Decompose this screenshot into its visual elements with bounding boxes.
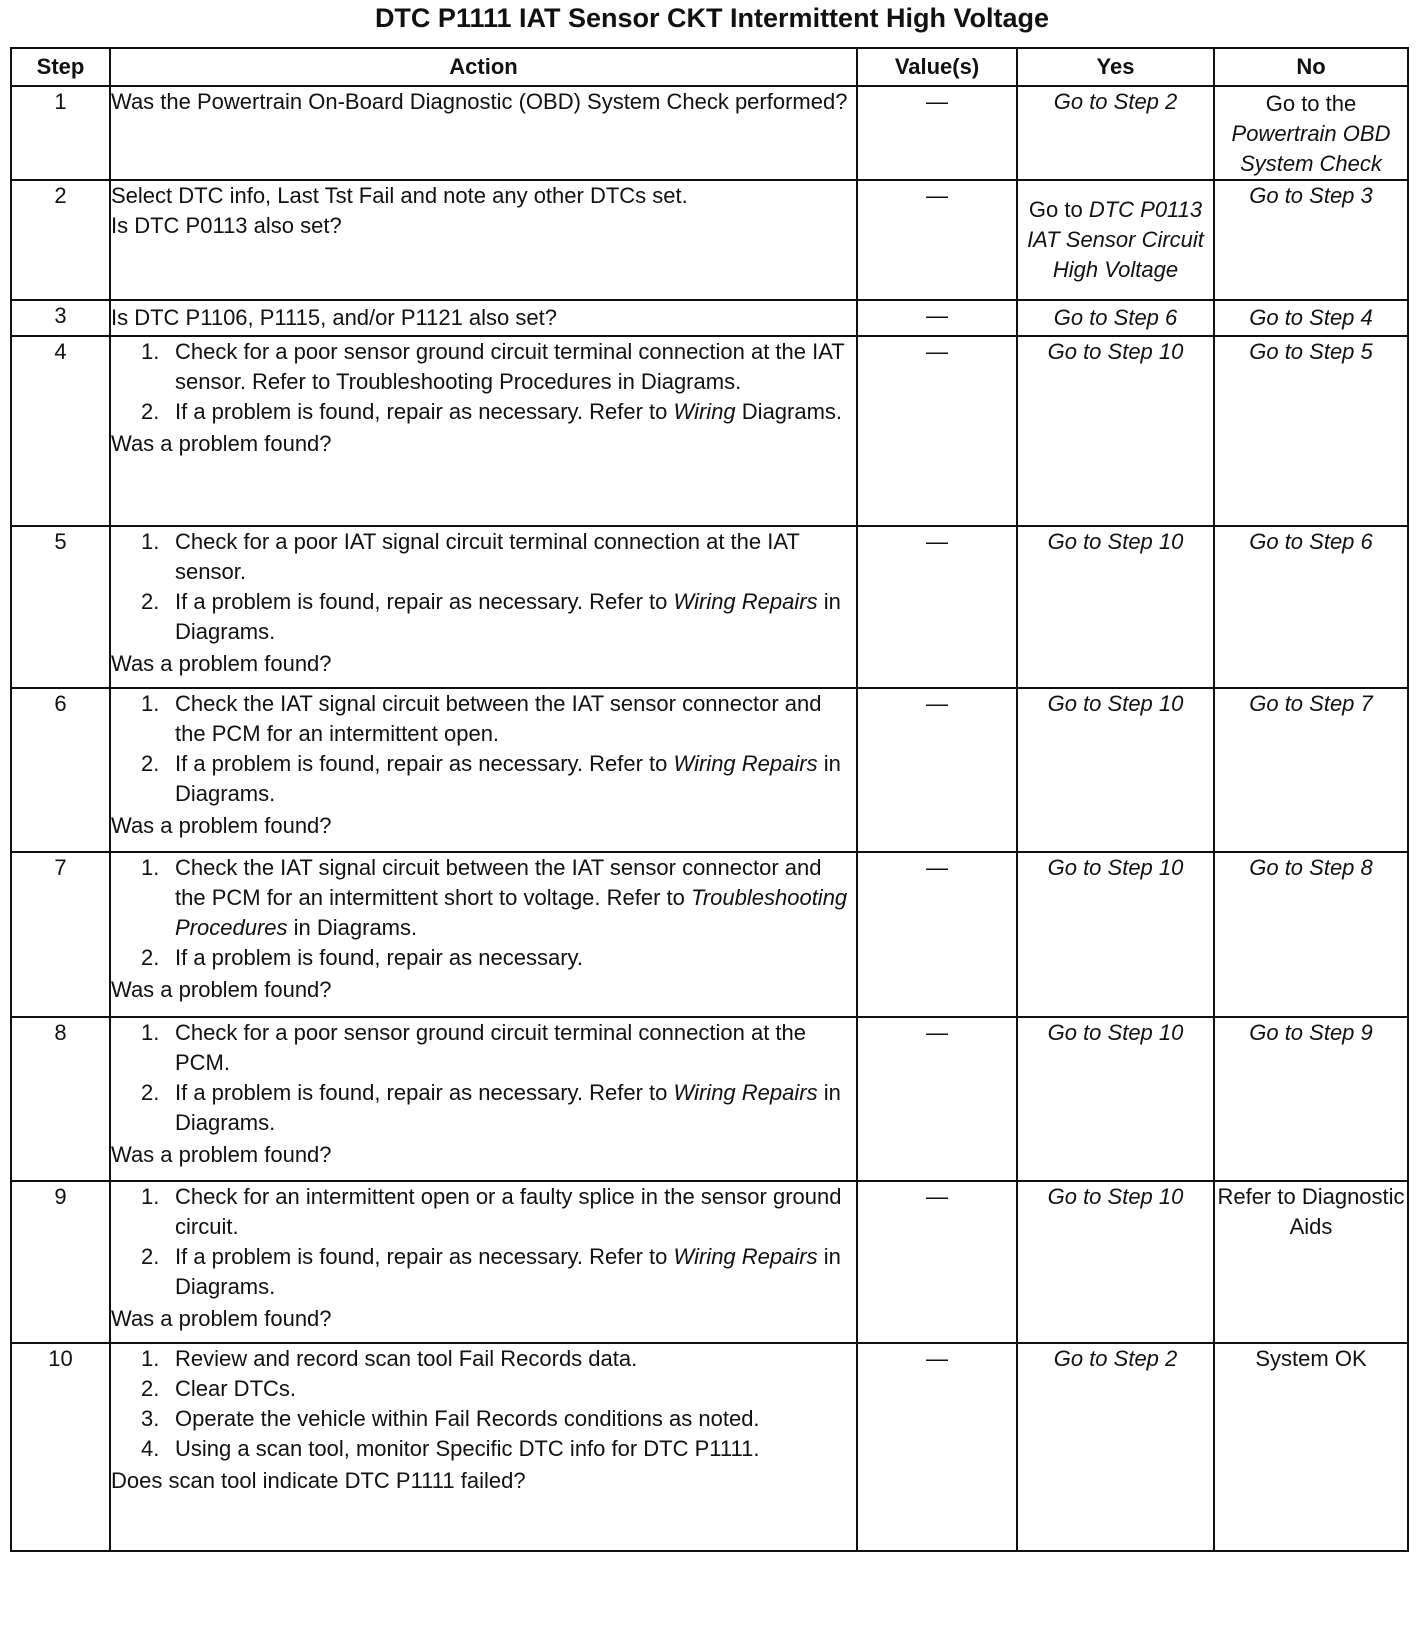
list-item — [111, 1078, 856, 1138]
list-number: 2. — [141, 751, 160, 776]
list-text: Check for a poor IAT signal circuit terminal connection at the IAT sensor. — [175, 529, 800, 584]
page-title: DTC P1111 IAT Sensor CKT Intermittent High Voltage — [374, 3, 1050, 33]
yes-cell — [1017, 86, 1214, 180]
list-text: Check the IAT signal circuit between the IAT sensor connector and the PCM for an intermittent open. — [175, 691, 822, 746]
step-number: 3 — [11, 300, 110, 336]
table-row — [11, 1017, 1408, 1181]
list-item — [111, 527, 856, 587]
table-row — [11, 1343, 1408, 1551]
table-header-row — [11, 48, 1408, 86]
yes-cell — [1017, 300, 1214, 336]
header-step: Step — [11, 48, 110, 86]
yes-cell — [1017, 852, 1214, 1017]
list-number: 1. — [141, 529, 160, 554]
action-cell — [110, 688, 857, 852]
list-text — [175, 1242, 856, 1302]
action-cell — [110, 1181, 857, 1343]
yes-goto-target: DTC P0113 IAT Sensor Circuit High Voltage — [1027, 197, 1204, 282]
yes-goto: Go to Step 10 — [1047, 339, 1184, 364]
list-text: Check for an intermittent open or a faulty splice in the sensor ground circuit. — [175, 1184, 842, 1239]
action-text: Was the Powertrain On-Board Diagnostic (OBD) System Check performed? — [111, 89, 848, 114]
header-yes: Yes — [1017, 48, 1214, 86]
list-item — [111, 397, 856, 427]
no-goto-prefix: Go to the — [1265, 91, 1357, 116]
list-item — [111, 1242, 856, 1302]
list-number: 1. — [141, 339, 160, 364]
yes-goto: Go to Step 2 — [1053, 89, 1178, 114]
list-number: 2. — [141, 945, 160, 970]
yes-goto-prefix: Go to — [1028, 197, 1083, 222]
header-values: Value(s) — [857, 48, 1017, 86]
reference-link: Wiring Repairs — [673, 1244, 818, 1269]
list-text — [175, 587, 856, 647]
value-cell: — — [857, 336, 1017, 526]
no-goto: Go to Step 4 — [1249, 305, 1373, 330]
value-cell: — — [857, 300, 1017, 336]
list-text: If a problem is found, repair as necessary. — [175, 945, 584, 970]
list-text: Review and record scan tool Fail Records data. — [175, 1346, 638, 1371]
no-cell — [1214, 1343, 1408, 1551]
table-row — [11, 1181, 1408, 1343]
list-text: Operate the vehicle within Fail Records conditions as noted. — [175, 1406, 760, 1431]
list-number: 1. — [141, 855, 160, 880]
list-item — [111, 1182, 856, 1242]
action-question: Was a problem found? — [111, 431, 332, 456]
no-goto-target: Powertrain OBD System Check — [1231, 121, 1391, 176]
step-number: 2 — [11, 180, 110, 300]
reference-link: Wiring Repairs — [673, 1080, 818, 1105]
table-row — [11, 180, 1408, 300]
list-text: Clear DTCs. — [175, 1376, 297, 1401]
list-text: Using a scan tool, monitor Specific DTC info for DTC P1111. — [175, 1436, 760, 1461]
no-cell — [1214, 526, 1408, 688]
no-goto: Go to Step 9 — [1249, 1020, 1373, 1045]
step-number: 8 — [11, 1017, 110, 1181]
no-goto: Go to Step 8 — [1249, 855, 1373, 880]
yes-goto: Go to Step 2 — [1053, 1346, 1178, 1371]
list-text-part: If a problem is found, repair as necessary. Refer to — [175, 1244, 668, 1269]
list-text-part: If a problem is found, repair as necessary. Refer to — [175, 399, 668, 424]
list-item — [111, 689, 856, 749]
no-goto: Go to Step 7 — [1249, 691, 1373, 716]
action-question: Was a problem found? — [111, 977, 332, 1002]
list-number: 2. — [141, 1376, 160, 1401]
list-text — [175, 397, 856, 427]
no-cell — [1214, 852, 1408, 1017]
no-cell — [1214, 688, 1408, 852]
yes-cell — [1017, 688, 1214, 852]
action-question: Was a problem found? — [111, 1306, 332, 1331]
action-text: Select DTC info, Last Tst Fail and note any other DTCs set. — [111, 183, 688, 208]
list-item — [111, 1374, 856, 1404]
no-cell — [1214, 336, 1408, 526]
list-number: 4. — [141, 1436, 160, 1461]
list-text: Check for a poor sensor ground circuit terminal connection at the IAT sensor. Refer to Troubleshooting Procedures in Diagrams. — [175, 339, 845, 394]
value-cell: — — [857, 1181, 1017, 1343]
yes-goto: Go to Step 10 — [1047, 529, 1184, 554]
table-row — [11, 688, 1408, 852]
header-action: Action — [110, 48, 857, 86]
reference-link: Wiring Repairs — [673, 751, 818, 776]
reference-link: Wiring Repairs — [673, 589, 818, 614]
diagnostic-table — [10, 47, 1409, 1552]
list-item — [111, 337, 856, 397]
list-text-part: If a problem is found, repair as necessary. Refer to — [175, 589, 668, 614]
yes-goto: Go to Step 6 — [1053, 305, 1178, 330]
value-cell: — — [857, 852, 1017, 1017]
table-row — [11, 852, 1408, 1017]
list-number: 1. — [141, 1346, 160, 1371]
no-goto: Go to Step 3 — [1249, 183, 1373, 208]
no-cell — [1214, 1181, 1408, 1343]
list-number: 2. — [141, 1244, 160, 1269]
list-text — [175, 853, 856, 943]
no-cell — [1214, 300, 1408, 336]
action-question: Was a problem found? — [111, 1142, 332, 1167]
action-cell — [110, 336, 857, 526]
list-text-part: in Diagrams. — [293, 915, 418, 940]
list-item — [111, 1344, 856, 1374]
list-number: 1. — [141, 1184, 160, 1209]
list-item — [111, 943, 856, 973]
yes-cell — [1017, 1181, 1214, 1343]
list-text — [175, 1078, 856, 1138]
yes-goto: Go to Step 10 — [1047, 1020, 1184, 1045]
list-number: 2. — [141, 399, 160, 424]
list-text-part: in Diagrams. — [175, 1080, 841, 1135]
list-item — [111, 1018, 856, 1078]
no-goto: Go to Step 6 — [1249, 529, 1373, 554]
list-number: 2. — [141, 589, 160, 614]
reference-link: Wiring — [673, 399, 736, 424]
step-number: 1 — [11, 86, 110, 180]
yes-cell — [1017, 1017, 1214, 1181]
action-question: Was a problem found? — [111, 813, 332, 838]
action-cell — [110, 180, 857, 300]
list-number: 2. — [141, 1080, 160, 1105]
list-item — [111, 1434, 856, 1464]
action-question: Does scan tool indicate DTC P1111 failed? — [111, 1468, 526, 1493]
list-item — [111, 1404, 856, 1434]
action-cell — [110, 1017, 857, 1181]
no-goto: Refer to Diagnostic Aids — [1217, 1184, 1405, 1239]
value-cell: — — [857, 526, 1017, 688]
action-cell — [110, 526, 857, 688]
list-text-part: Diagrams. — [741, 399, 843, 424]
action-cell — [110, 1343, 857, 1551]
list-number: 3. — [141, 1406, 160, 1431]
yes-cell — [1017, 180, 1214, 300]
list-text-part: Check the IAT signal circuit between the IAT sensor connector and the PCM for an intermittent short to voltage. Refer to — [175, 855, 822, 910]
list-text-part: in Diagrams. — [175, 1244, 841, 1299]
value-cell: — — [857, 1017, 1017, 1181]
step-number: 5 — [11, 526, 110, 688]
step-number: 6 — [11, 688, 110, 852]
list-text-part: in Diagrams. — [175, 589, 841, 644]
action-text: Is DTC P1106, P1115, and/or P1121 also set? — [111, 305, 557, 330]
action-cell — [110, 852, 857, 1017]
list-item — [111, 853, 856, 943]
list-item — [111, 587, 856, 647]
list-text-part: If a problem is found, repair as necessary. Refer to — [175, 751, 668, 776]
no-cell — [1214, 180, 1408, 300]
value-cell: — — [857, 86, 1017, 180]
action-question: Is DTC P0113 also set? — [111, 213, 342, 238]
list-text — [175, 749, 856, 809]
list-text-part: If a problem is found, repair as necessary. Refer to — [175, 1080, 668, 1105]
yes-cell — [1017, 336, 1214, 526]
no-goto: System OK — [1255, 1346, 1367, 1371]
table-row — [11, 526, 1408, 688]
list-number: 1. — [141, 1020, 160, 1045]
yes-goto: Go to Step 10 — [1047, 855, 1184, 880]
step-number: 7 — [11, 852, 110, 1017]
table-row — [11, 300, 1408, 336]
list-text-part: in Diagrams. — [175, 751, 841, 806]
yes-cell — [1017, 1343, 1214, 1551]
action-question: Was a problem found? — [111, 651, 332, 676]
no-cell — [1214, 1017, 1408, 1181]
value-cell: — — [857, 1343, 1017, 1551]
step-number: 4 — [11, 336, 110, 526]
value-cell: — — [857, 688, 1017, 852]
list-number: 1. — [141, 691, 160, 716]
no-goto: Go to Step 5 — [1249, 339, 1373, 364]
step-number: 9 — [11, 1181, 110, 1343]
table-row — [11, 336, 1408, 526]
table-row — [11, 86, 1408, 180]
no-cell — [1214, 86, 1408, 180]
yes-goto: Go to Step 10 — [1047, 691, 1184, 716]
value-cell: — — [857, 180, 1017, 300]
list-item — [111, 749, 856, 809]
header-no: No — [1214, 48, 1408, 86]
reference-link: Troubleshooting Procedures — [175, 885, 848, 940]
yes-cell — [1017, 526, 1214, 688]
step-number: 10 — [11, 1343, 110, 1551]
list-text: Check for a poor sensor ground circuit terminal connection at the PCM. — [175, 1020, 806, 1075]
yes-goto: Go to Step 10 — [1047, 1184, 1184, 1209]
action-cell — [110, 86, 857, 180]
action-cell — [110, 300, 857, 336]
